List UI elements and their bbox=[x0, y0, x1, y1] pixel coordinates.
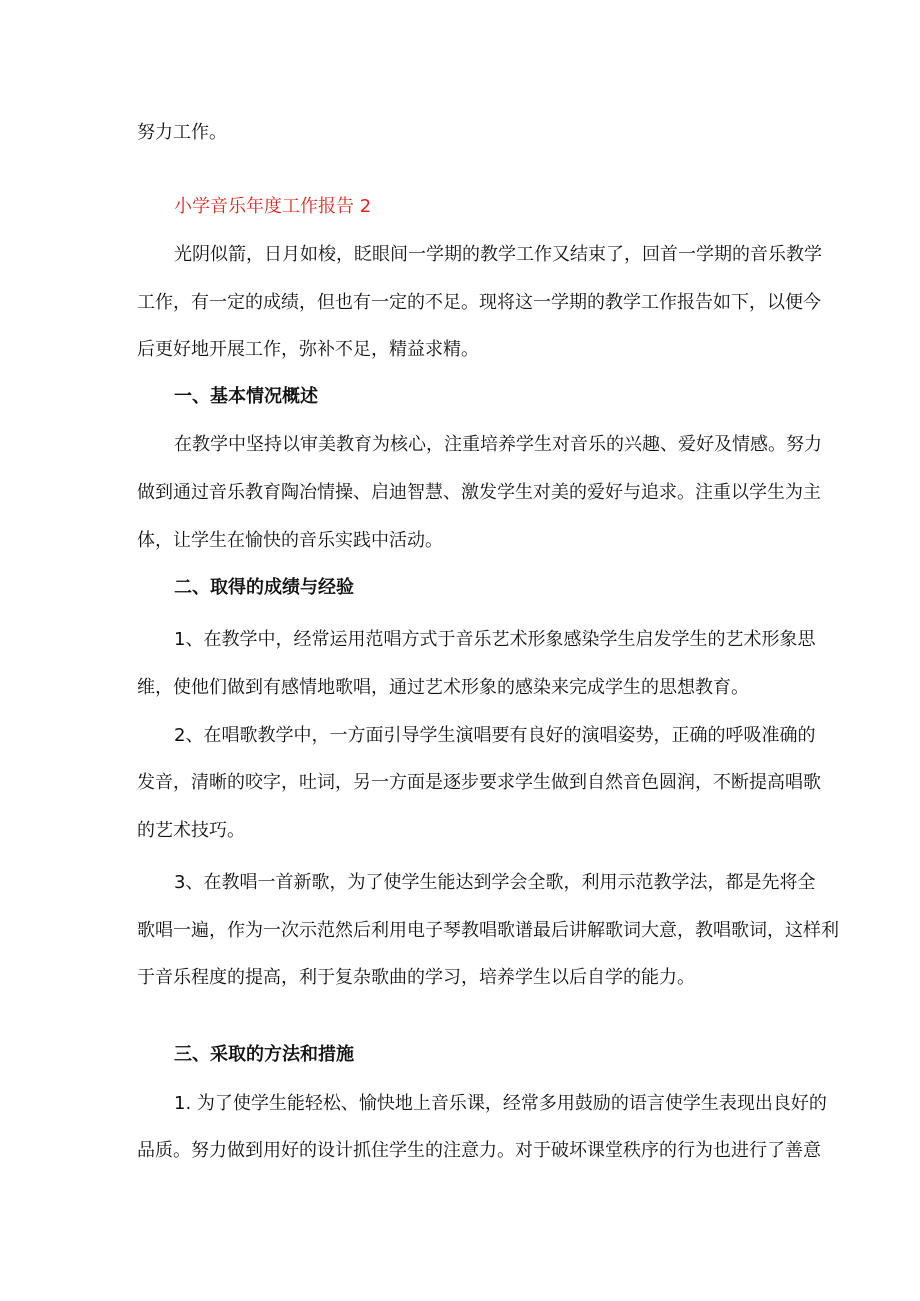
section-2-item-3-line-3: 于音乐程度的提高，利于复杂歌曲的学习，培养学生以后自学的能力。 bbox=[137, 967, 695, 988]
section-2-item-3-line-2: 歌唱一遍，作为一次示范然后利用电子琴教唱歌谱最后讲解歌词大意，教唱歌词，这样利 bbox=[137, 920, 839, 941]
intro-line-2: 工作，有一定的成绩，但也有一定的不足。现将这一学期的教学工作报告如下，以便今 bbox=[137, 292, 821, 313]
report-title: 小学音乐年度工作报告 2 bbox=[174, 196, 372, 217]
section-1-heading: 一、基本情况概述 bbox=[174, 386, 318, 407]
section-2-item-2-line-2: 发音，清晰的咬字，吐词，另一方面是逐步要求学生做到自然音色圆润，不断提高唱歌 bbox=[137, 772, 821, 793]
section-1-line-3: 体，让学生在愉快的音乐实践中活动。 bbox=[137, 530, 443, 551]
carryover-text: 努力工作。 bbox=[137, 122, 227, 143]
section-2-item-1-line-1: 1、在教学中，经常运用范唱方式于音乐艺术形象感染学生启发学生的艺术形象思 bbox=[174, 629, 816, 650]
section-2-item-1-line-2: 维，使他们做到有感情地歌唱，通过艺术形象的感染来完成学生的思想教育。 bbox=[137, 677, 749, 698]
section-2-item-2-line-3: 的艺术技巧。 bbox=[137, 820, 245, 841]
section-3-heading: 三、采取的方法和措施 bbox=[174, 1044, 354, 1065]
intro-line-3: 后更好地开展工作，弥补不足，精益求精。 bbox=[137, 339, 479, 360]
section-2-heading: 二、取得的成绩与经验 bbox=[174, 577, 354, 598]
section-2-item-3-line-1: 3、在教唱一首新歌，为了使学生能达到学会全歌，利用示范教学法，都是先将全 bbox=[174, 872, 816, 893]
section-3-item-1-line-2: 品质。努力做到用好的设计抓住学生的注意力。对于破坏课堂秩序的行为也进行了善意 bbox=[137, 1140, 821, 1161]
section-1-line-2: 做到通过音乐教育陶冶情操、启迪智慧、激发学生对美的爱好与追求。注重以学生为主 bbox=[137, 482, 821, 503]
section-3-item-1-line-1: 1. 为了使学生能轻松、愉快地上音乐课，经常多用鼓励的语言使学生表现出良好的 bbox=[174, 1093, 827, 1114]
intro-line-1: 光阴似箭，日月如梭，眨眼间一学期的教学工作又结束了，回首一学期的音乐教学 bbox=[174, 244, 822, 265]
section-1-line-1: 在教学中坚持以审美教育为核心，注重培养学生对音乐的兴趣、爱好及情感。努力 bbox=[174, 434, 822, 455]
section-2-item-2-line-1: 2、在唱歌教学中，一方面引导学生演唱要有良好的演唱姿势，正确的呼吸准确的 bbox=[174, 725, 816, 746]
